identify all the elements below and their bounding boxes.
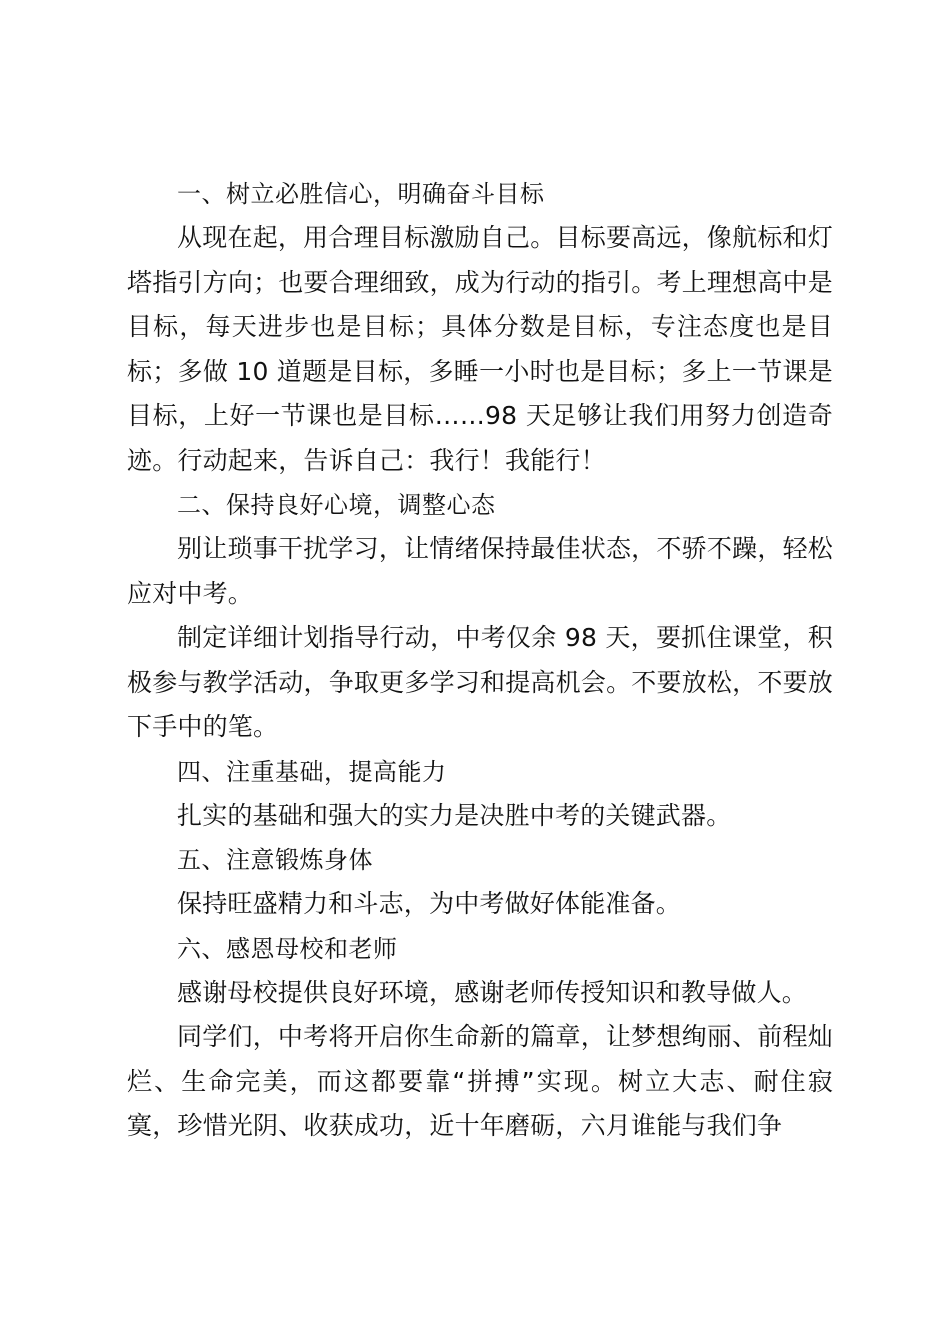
paragraph-mindset: 别让琐事干扰学习，让情绪保持最佳状态，不骄不躁，轻松应对中考。 [127,534,833,608]
paragraph-gratitude: 感谢母校提供良好环境，感谢老师传授知识和教导做人。 [177,977,808,1007]
section-heading-basics: 四、注重基础，提高能力 [177,757,447,786]
paragraph-basics: 扎实的基础和强大的实力是决胜中考的关键武器。 [177,800,732,830]
paragraph-closing: 同学们，中考将开启你生命新的篇章，让梦想绚丽、前程灿烂、生命完美，而这都要靠“拼搏”实现。树立大志、耐住寂寞，珍惜光阴、收获成功，近十年磨砺，六月谁能与我们争 [127,1022,833,1140]
paragraph-exercise: 保持旺盛精力和斗志，为中考做好体能准备。 [177,889,682,918]
section-heading-exercise: 五、注意锻炼身体 [177,846,373,874]
section-heading-gratitude: 六、感恩母校和老师 [177,934,398,963]
paragraph-plan: 制定详细计划指导行动，中考仅余 98 天，要抓住课堂，积极参与教学活动，争取更多学习和提高机会。不要放松，不要放下手中的笔。 [127,623,833,741]
section-heading-mindset: 二、保持良好心境，调整心态 [177,491,496,519]
document-body [127,172,833,1149]
section-heading-goal: 一、树立必胜信心，明确奋斗目标 [177,180,545,208]
paragraph-goal: 从现在起，用合理目标激励自己。目标要高远，像航标和灯塔指引方向；也要合理细致，成为行动的指引。考上理想高中是目标，每天进步也是目标；具体分数是目标，专注态度也是目标；多做 10 道题是目标，多睡一小时也是目标；多上一节课是目标，上好一节课也是目标……98 天足够让我们用努力创造奇迹。行动起来，告诉自己：我行！我能行！ [127,223,833,475]
